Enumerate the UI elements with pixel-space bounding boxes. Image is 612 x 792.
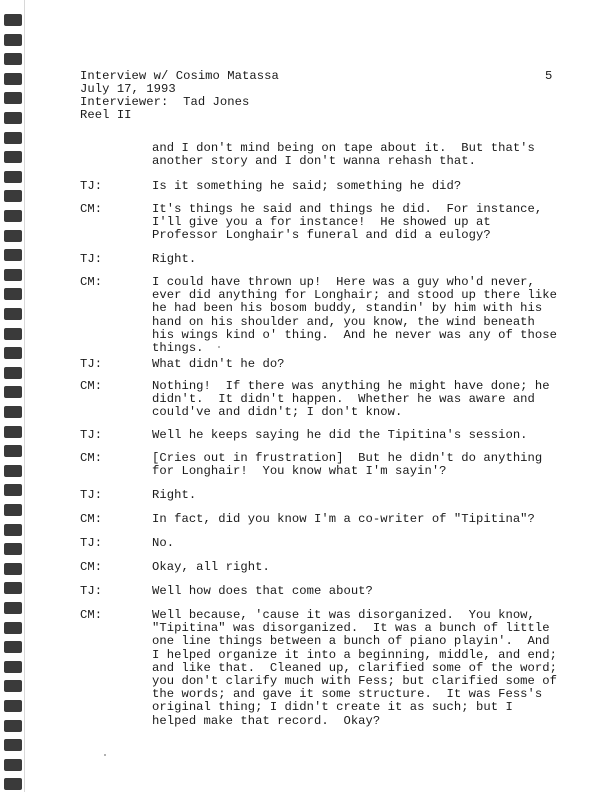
transcript-text: [Cries out in frustration] But he didn't do anything for Longhair! You know what I'm sayin'? bbox=[152, 451, 543, 479]
speaker-label: TJ: bbox=[80, 252, 103, 266]
binding-hole bbox=[4, 720, 22, 732]
transcript-text: It's things he said and things he did. For instance, I'll give you a for instance! He showed up at Professor Longhair's funeral and did a eulogy? bbox=[152, 202, 543, 243]
binding-hole bbox=[4, 53, 22, 65]
binding-hole bbox=[4, 680, 22, 692]
binding-hole bbox=[4, 524, 22, 536]
transcript-text: Is it something he said; something he did? bbox=[152, 179, 462, 193]
binding-hole bbox=[4, 347, 22, 359]
header-reel: Reel II bbox=[80, 108, 132, 122]
binding-hole bbox=[4, 269, 22, 281]
binding-hole bbox=[4, 563, 22, 575]
binding-hole bbox=[4, 328, 22, 340]
speaker-label: TJ: bbox=[80, 357, 103, 371]
binding-hole bbox=[4, 386, 22, 398]
binding-hole bbox=[4, 73, 22, 85]
binding-hole bbox=[4, 308, 22, 320]
speaker-label: TJ: bbox=[80, 488, 103, 502]
binding-hole bbox=[4, 230, 22, 242]
binding-hole bbox=[4, 641, 22, 653]
transcript-text: Well he keeps saying he did the Tipitina's session. bbox=[152, 428, 528, 442]
binding-hole bbox=[4, 778, 22, 790]
binding-hole bbox=[4, 34, 22, 46]
binding-hole bbox=[4, 210, 22, 222]
binding-hole bbox=[4, 171, 22, 183]
binding-hole bbox=[4, 700, 22, 712]
binding-hole bbox=[4, 112, 22, 124]
speaker-label: CM: bbox=[80, 451, 103, 465]
binding-hole bbox=[4, 504, 22, 516]
speaker-label: CM: bbox=[80, 560, 103, 574]
transcript-text: No. bbox=[152, 536, 175, 550]
binding-hole bbox=[4, 582, 22, 594]
binding-hole bbox=[4, 426, 22, 438]
transcript-text: I could have thrown up! Here was a guy who'd never, ever did anything for Longhair; and stood up there like he had been his bosom buddy, standin' by him with his hand on his shoulder and, you know, the wind beneath his wings kind o' thing. And he never was any of those things. bbox=[152, 275, 558, 356]
speaker-label: CM: bbox=[80, 512, 103, 526]
header-interviewer: Interviewer: Tad Jones bbox=[80, 95, 250, 109]
binding-hole bbox=[4, 249, 22, 261]
binding-hole bbox=[4, 406, 22, 418]
binding-hole bbox=[4, 484, 22, 496]
binding-edge bbox=[24, 0, 25, 792]
transcript-text: Nothing! If there was anything he might have done; he didn't. It didn't happen. Whether he was aware and could've and didn't; I don't know. bbox=[152, 379, 550, 420]
binding-hole bbox=[4, 465, 22, 477]
speaker-label: CM: bbox=[80, 379, 103, 393]
transcript-text: and I don't mind being on tape about it. But that's another story and I don't wanna rehash that. bbox=[152, 141, 535, 169]
transcript-text: Okay, all right. bbox=[152, 560, 270, 574]
speaker-label: TJ: bbox=[80, 428, 103, 442]
transcript-text: In fact, did you know I'm a co-writer of "Tipitina"? bbox=[152, 512, 535, 526]
speaker-label: CM: bbox=[80, 202, 103, 216]
transcript-text: Well how does that come about? bbox=[152, 584, 373, 598]
transcript-text: What didn't he do? bbox=[152, 357, 285, 371]
binding-hole bbox=[4, 622, 22, 634]
binding-hole bbox=[4, 661, 22, 673]
scan-speck bbox=[104, 754, 106, 756]
transcript-text: Right. bbox=[152, 488, 197, 502]
transcript-text: Right. bbox=[152, 252, 197, 266]
speaker-label: TJ: bbox=[80, 536, 103, 550]
binding-hole bbox=[4, 739, 22, 751]
speaker-label: CM: bbox=[80, 275, 103, 289]
binding-hole bbox=[4, 445, 22, 457]
binding-hole bbox=[4, 367, 22, 379]
speaker-label: TJ: bbox=[80, 584, 103, 598]
binding-hole bbox=[4, 14, 22, 26]
binding-hole bbox=[4, 543, 22, 555]
header-title: Interview w/ Cosimo Matassa bbox=[80, 69, 279, 83]
binding-hole bbox=[4, 132, 22, 144]
transcript-text: Well because, 'cause it was disorganized. You know, "Tipitina" was disorganized. It was a bunch of little one line things between a bunch of piano playin'. And I helped organize it into a beginning, middle, and end; and like that. Cleaned up, clarified some of the word; you don't clarify much with Fess; but clarified some of the words; and gave it some structure. It was Fess's original thing; I didn't create it as such; but I helped make that record. Okay? bbox=[152, 608, 558, 728]
binding-hole bbox=[4, 92, 22, 104]
scan-speck bbox=[218, 346, 220, 348]
binding-hole bbox=[4, 288, 22, 300]
header-date: July 17, 1993 bbox=[80, 82, 176, 96]
binding-hole bbox=[4, 151, 22, 163]
binding-holes bbox=[0, 0, 26, 792]
binding-hole bbox=[4, 602, 22, 614]
speaker-label: CM: bbox=[80, 608, 103, 622]
speaker-label: TJ: bbox=[80, 179, 103, 193]
binding-hole bbox=[4, 759, 22, 771]
binding-hole bbox=[4, 190, 22, 202]
page-number: 5 bbox=[545, 69, 553, 83]
